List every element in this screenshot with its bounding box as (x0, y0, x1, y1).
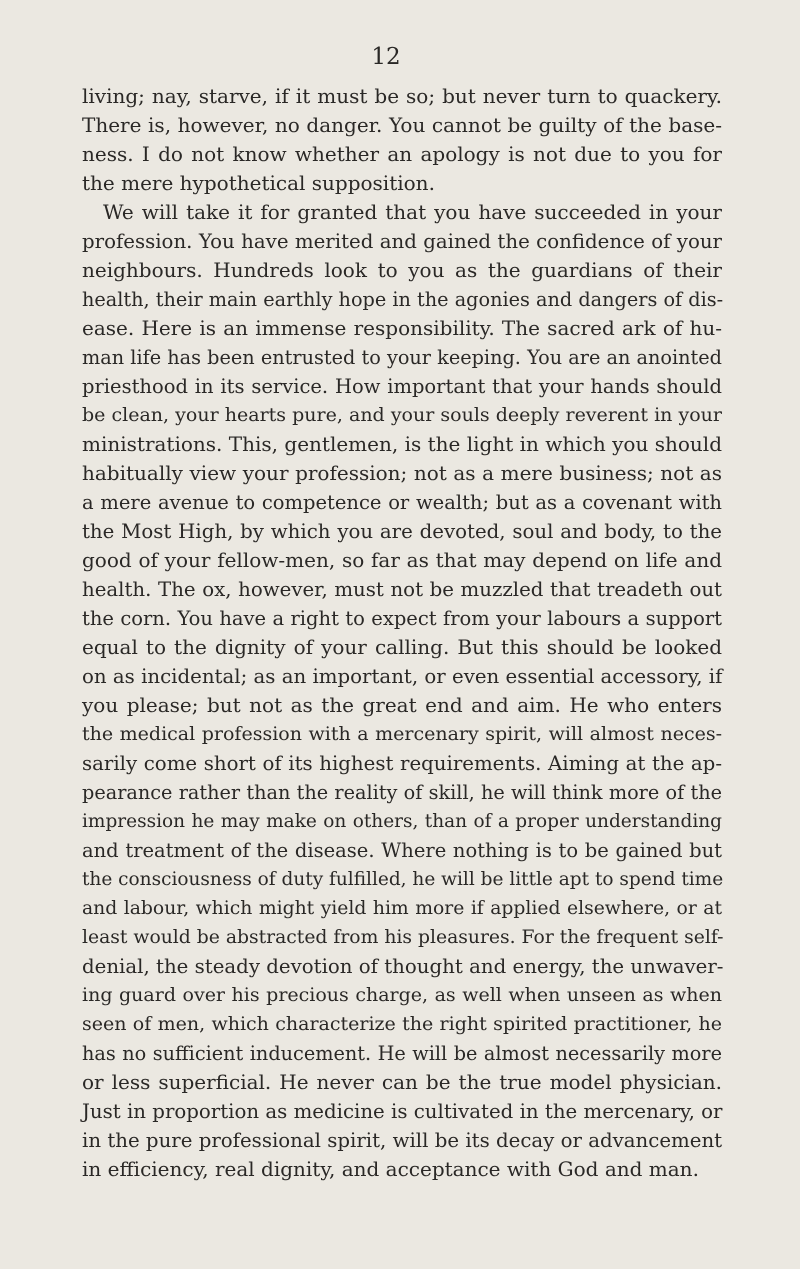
text-line: the corn. You have a right to expect from your labours a support (82, 607, 722, 630)
text-line: denial, the steady devotion of thought and energy, the unwaver- (82, 955, 724, 978)
text-line: and treatment of the disease. Where nothing is to be gained but (82, 839, 722, 862)
text-line: in the pure professional spirit, will be its decay or advancement (82, 1129, 723, 1152)
text-line: the mere hypothetical supposition. (82, 171, 435, 195)
text-line: pearance rather than the reality of skill, he will think more of the (82, 781, 722, 804)
text-line: ness. I do not know whether an apology is not due to you for (82, 142, 722, 166)
text-line: and labour, which might yield him more if applied elsewhere, or at (82, 898, 722, 919)
text-line: man life has been entrusted to your keeping. You are an anointed (82, 346, 722, 369)
text-line: sarily come short of its highest requirements. Aiming at the ap- (82, 752, 722, 775)
text-line: the consciousness of duty fulfilled, he will be little apt to spend time (82, 869, 724, 890)
text-line: the medical profession with a mercenary spirit, will almost neces- (82, 723, 722, 745)
text-line: profession. You have merited and gained the confidence of your (82, 230, 722, 253)
text-line: ease. Here is an immense responsibility. The sacred ark of hu- (82, 316, 722, 340)
text-line: equal to the dignity of your calling. But this should be looked (82, 635, 722, 659)
text-line: impression he may make on others, than of a proper understanding (82, 811, 722, 832)
text-line: a mere avenue to competence or wealth; but as a covenant with (82, 491, 722, 514)
text-line: health. The ox, however, must not be muzzled that treadeth out (82, 578, 722, 601)
text-line: good of your fellow-men, so far as that may depend on life and (82, 548, 722, 572)
text-line: priesthood in its service. How important that your hands should (82, 375, 722, 398)
text-line: health, their main earthly hope in the agonies and dangers of dis- (82, 288, 724, 311)
text-line: ing guard over his precious charge, as well when unseen as when (82, 984, 722, 1006)
text-line: Just in proportion as medicine is cultivated in the mercenary, or (82, 1100, 723, 1123)
text-line: you please; but not as the great end and aim. He who enters (82, 693, 722, 717)
text-line: living; nay, starve, if it must be so; but never turn to quackery. (82, 84, 722, 108)
body-text (82, 82, 722, 1184)
text-line: has no sufficient inducement. He will be almost necessarily more (82, 1042, 722, 1065)
text-line: on as incidental; as an important, or even essential accessory, if (82, 665, 723, 688)
text-line: least would be abstracted from his pleasures. For the frequent self- (82, 927, 724, 948)
text-line: the Most High, by which you are devoted, soul and body, to the (82, 520, 722, 543)
text-line: We will take it for granted that you have succeeded in your (103, 200, 722, 224)
text-line: seen of men, which characterize the right spirited practitioner, he (82, 1013, 722, 1035)
text-line: neighbours. Hundreds look to you as the guardians of their (82, 258, 722, 282)
text-line: in efficiency, real dignity, and acceptance with God and man. (82, 1157, 699, 1181)
text-line: ministrations. This, gentlemen, is the light in which you should (82, 432, 722, 456)
text-line: be clean, your hearts pure, and your souls deeply reverent in your (82, 404, 722, 426)
text-line: habitually view your profession; not as a mere business; not as (82, 461, 722, 485)
text-line: or less superficial. He never can be the true model physician. (82, 1070, 722, 1094)
page-number: 12 (371, 44, 401, 70)
text-line: There is, however, no danger. You cannot be guilty of the base- (82, 113, 722, 137)
